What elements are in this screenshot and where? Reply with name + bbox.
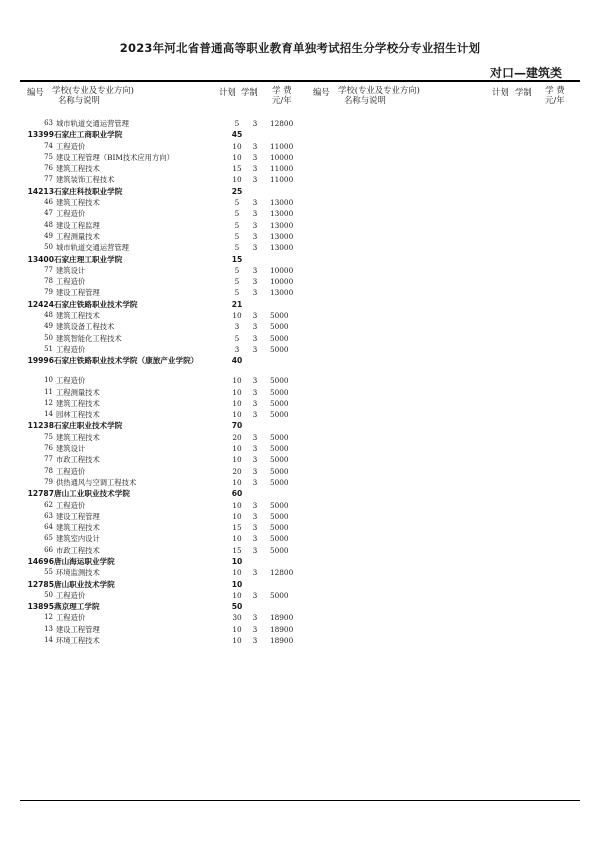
study-years: 3 <box>252 444 258 454</box>
major-name: 建筑室内设计 <box>56 534 100 544</box>
tuition-fee: 5000 <box>270 500 289 510</box>
plan-count: 25 <box>231 186 243 196</box>
major-code: 64 <box>44 523 53 532</box>
major-name: 建筑装饰工程技术 <box>56 175 115 185</box>
header-school-right <box>338 86 420 105</box>
school-code: 14213 <box>27 186 54 196</box>
tuition-fee: 5000 <box>270 455 289 465</box>
tuition-fee: 10000 <box>270 152 294 162</box>
plan-count: 30 <box>232 613 242 623</box>
tuition-fee: 5000 <box>270 523 289 533</box>
school-name: 石家庄铁路职业技术学院（康旅产业学院） <box>54 356 199 366</box>
study-years: 3 <box>252 119 258 128</box>
plan-count: 10 <box>231 556 243 566</box>
major-row <box>26 443 306 454</box>
category-label: 对口—建筑类 <box>489 66 562 80</box>
school-name: 石家庄工商职业学院 <box>54 130 123 140</box>
study-years: 3 <box>252 534 258 544</box>
school-row <box>26 129 306 140</box>
study-years: 3 <box>252 164 258 174</box>
major-code: 66 <box>44 545 53 554</box>
tuition-fee: 5000 <box>270 322 289 332</box>
document-title: 2023年河北省普通高等职业教育单独考试招生分学校分专业招生计划 <box>119 41 481 55</box>
major-code: 46 <box>44 198 53 207</box>
major-row <box>26 500 306 511</box>
major-row <box>26 590 306 601</box>
plan-count: 5 <box>234 333 240 343</box>
major-code: 14 <box>44 636 53 645</box>
major-row <box>26 545 306 556</box>
header-fee-right-line2: 元/年 <box>545 94 565 105</box>
header-years: 学制 <box>241 87 258 97</box>
plan-count: 5 <box>234 277 240 287</box>
major-row <box>26 265 306 276</box>
plan-count: 10 <box>232 141 242 151</box>
plan-count: 10 <box>232 410 242 420</box>
header-code-right: 编号 <box>313 87 330 97</box>
major-name: 工程测量技术 <box>56 387 100 397</box>
school-code: 12787 <box>27 489 54 499</box>
plan-count: 10 <box>232 624 242 634</box>
major-row <box>26 163 306 174</box>
study-years: 3 <box>252 243 258 253</box>
header-school-line1: 学校(专业及专业方向) <box>52 85 134 95</box>
study-years: 3 <box>252 545 258 555</box>
major-code: 65 <box>44 534 53 543</box>
major-code: 49 <box>44 231 53 240</box>
plan-count: 10 <box>232 477 242 487</box>
study-years: 3 <box>252 175 258 185</box>
plan-count: 10 <box>232 398 242 408</box>
school-row <box>26 420 306 431</box>
major-code: 76 <box>44 444 53 453</box>
plan-count: 5 <box>234 209 240 219</box>
major-row <box>26 231 306 242</box>
tuition-fee: 5000 <box>270 376 289 386</box>
major-name: 工程造价 <box>56 500 86 510</box>
major-name: 工程造价 <box>56 344 86 354</box>
header-fee-right <box>545 86 565 105</box>
header-fee <box>272 86 292 105</box>
major-name: 建设工程管理 <box>56 624 100 634</box>
school-name: 燕京理工学院 <box>54 602 100 612</box>
major-code: 79 <box>44 288 53 297</box>
major-row <box>26 141 306 152</box>
study-years: 3 <box>252 466 258 476</box>
tuition-fee: 11000 <box>270 141 294 151</box>
major-name: 工程造价 <box>56 277 86 287</box>
study-years: 3 <box>252 344 258 354</box>
major-name: 工程造价 <box>56 466 86 476</box>
study-years: 3 <box>252 220 258 230</box>
school-code: 13895 <box>27 602 54 612</box>
major-row <box>26 276 306 287</box>
school-code: 13400 <box>27 254 54 264</box>
major-row <box>26 635 306 646</box>
study-years: 3 <box>252 455 258 465</box>
study-years: 3 <box>252 568 258 578</box>
study-years: 3 <box>252 288 258 298</box>
tuition-fee: 10000 <box>270 265 294 275</box>
major-row <box>26 624 306 635</box>
school-row <box>26 355 306 375</box>
major-code: 50 <box>44 590 53 599</box>
plan-count: 5 <box>234 220 240 230</box>
major-row <box>26 321 306 332</box>
major-row <box>26 310 306 321</box>
tuition-fee: 5000 <box>270 344 289 354</box>
major-row <box>26 333 306 344</box>
major-code: 55 <box>44 568 53 577</box>
major-name: 建筑设计 <box>56 265 86 275</box>
major-code: 78 <box>44 277 53 286</box>
study-years: 3 <box>252 590 258 600</box>
tuition-fee: 5000 <box>270 311 289 321</box>
plan-count: 10 <box>232 444 242 454</box>
plan-count: 15 <box>232 523 242 533</box>
plan-count: 10 <box>232 152 242 162</box>
major-code: 12 <box>44 398 53 407</box>
header-school-line2: 名称与说明 <box>58 94 100 105</box>
major-name: 建筑智能化工程技术 <box>56 333 122 343</box>
plan-count: 20 <box>232 432 242 442</box>
major-name: 环境监测技术 <box>56 568 100 578</box>
major-name: 环境工程技术 <box>56 636 100 646</box>
school-code: 19996 <box>27 356 54 366</box>
study-years: 3 <box>252 265 258 275</box>
school-code: 14696 <box>27 556 54 566</box>
major-row <box>26 511 306 522</box>
study-years: 3 <box>252 387 258 397</box>
major-code: 11 <box>44 387 53 396</box>
school-row <box>26 601 306 612</box>
plan-count: 10 <box>232 568 242 578</box>
major-name: 供热通风与空调工程技术 <box>56 477 137 487</box>
school-name: 唐山职业技术学院 <box>54 579 115 589</box>
study-years: 3 <box>252 322 258 332</box>
plan-count: 10 <box>232 534 242 544</box>
plan-count: 3 <box>234 322 240 332</box>
tuition-fee: 13000 <box>270 209 294 219</box>
tuition-fee: 13000 <box>270 231 294 241</box>
school-row <box>26 299 306 310</box>
plan-count: 5 <box>234 243 240 253</box>
major-row <box>26 454 306 465</box>
tuition-fee: 5000 <box>270 511 289 521</box>
major-row <box>26 466 306 477</box>
major-code: 48 <box>44 311 53 320</box>
tuition-fee: 5000 <box>270 387 289 397</box>
header-school <box>52 86 134 105</box>
plan-count: 15 <box>232 545 242 555</box>
study-years: 3 <box>252 231 258 241</box>
tuition-fee: 13000 <box>270 198 294 208</box>
school-name: 石家庄理工职业学院 <box>54 254 123 264</box>
school-row <box>26 186 306 197</box>
major-code: 75 <box>44 152 53 161</box>
major-code: 49 <box>44 322 53 331</box>
major-row <box>26 197 306 208</box>
study-years: 3 <box>252 636 258 646</box>
school-row <box>26 579 306 590</box>
plan-count: 40 <box>231 356 243 366</box>
plan-count: 10 <box>232 175 242 185</box>
plan-count: 70 <box>231 421 243 431</box>
tuition-fee: 5000 <box>270 477 289 487</box>
tuition-fee: 5000 <box>270 410 289 420</box>
plan-count: 45 <box>231 130 243 140</box>
study-years: 3 <box>252 624 258 634</box>
tuition-fee: 5000 <box>270 444 289 454</box>
tuition-fee: 5000 <box>270 333 289 343</box>
plan-count: 10 <box>232 455 242 465</box>
study-years: 3 <box>252 523 258 533</box>
bottom-rule <box>20 800 580 801</box>
major-row <box>26 432 306 443</box>
major-code: 47 <box>44 209 53 218</box>
major-code: 76 <box>44 164 53 173</box>
major-row <box>26 567 306 578</box>
plan-count: 5 <box>234 265 240 275</box>
study-years: 3 <box>252 613 258 623</box>
tuition-fee: 5000 <box>270 534 289 544</box>
major-name: 工程造价 <box>56 376 86 386</box>
school-code: 11238 <box>27 421 54 431</box>
major-name: 城市轨道交通运营管理 <box>56 119 129 128</box>
plan-count: 10 <box>232 376 242 386</box>
major-code: 51 <box>44 344 53 353</box>
school-row <box>26 488 306 499</box>
major-code: 63 <box>44 511 53 520</box>
study-years: 3 <box>252 477 258 487</box>
major-name: 建筑工程技术 <box>56 311 100 321</box>
tuition-fee: 5000 <box>270 432 289 442</box>
plan-count: 10 <box>232 636 242 646</box>
study-years: 3 <box>252 511 258 521</box>
major-name: 园林工程技术 <box>56 410 100 420</box>
top-rule <box>20 80 580 82</box>
tuition-fee: 13000 <box>270 220 294 230</box>
major-name: 城市轨道交通运营管理 <box>56 243 129 253</box>
major-code: 77 <box>44 455 53 464</box>
plan-count: 10 <box>232 311 242 321</box>
major-name: 建设工程监理 <box>56 220 100 230</box>
major-name: 建筑工程技术 <box>56 523 100 533</box>
major-code: 50 <box>44 243 53 252</box>
tuition-fee: 12800 <box>270 568 294 578</box>
tuition-fee: 11000 <box>270 175 294 185</box>
tuition-fee: 18900 <box>270 636 294 646</box>
plan-count: 5 <box>234 288 240 298</box>
major-row <box>26 118 306 129</box>
study-years: 3 <box>252 311 258 321</box>
major-code: 48 <box>44 220 53 229</box>
major-row <box>26 208 306 219</box>
header-years-right: 学制 <box>515 87 532 97</box>
school-row <box>26 556 306 567</box>
school-name: 石家庄铁路职业技术学院 <box>54 299 138 309</box>
study-years: 3 <box>252 141 258 151</box>
header-fee-line1: 学 费 <box>272 85 292 95</box>
major-row <box>26 477 306 488</box>
header-fee-line2: 元/年 <box>272 94 292 105</box>
major-code: 78 <box>44 466 53 475</box>
major-row <box>26 287 306 298</box>
major-row <box>26 344 306 355</box>
tuition-fee: 18900 <box>270 613 294 623</box>
plan-count: 3 <box>234 344 240 354</box>
major-name: 工程造价 <box>56 141 86 151</box>
tuition-fee: 5000 <box>270 466 289 476</box>
study-years: 3 <box>252 376 258 386</box>
school-code: 13399 <box>27 130 54 140</box>
major-name: 工程造价 <box>56 590 86 600</box>
major-name: 建设工程管理（BIM技术应用方向） <box>56 152 174 162</box>
major-code: 10 <box>44 376 53 385</box>
school-code: 12424 <box>27 299 54 309</box>
plan-count: 5 <box>234 198 240 208</box>
study-years: 3 <box>252 277 258 287</box>
tuition-fee: 11000 <box>270 164 294 174</box>
major-row <box>26 533 306 544</box>
study-years: 3 <box>252 209 258 219</box>
major-row <box>26 409 306 420</box>
major-name: 建筑设备工程技术 <box>56 322 115 332</box>
study-years: 3 <box>252 152 258 162</box>
school-name: 唐山海运职业学院 <box>54 556 115 566</box>
plan-count: 21 <box>231 299 243 309</box>
major-name: 工程造价 <box>56 209 86 219</box>
major-name: 工程造价 <box>56 613 86 623</box>
study-years: 3 <box>252 432 258 442</box>
plan-count: 10 <box>232 500 242 510</box>
major-row <box>26 174 306 185</box>
plan-count: 10 <box>232 511 242 521</box>
major-code: 14 <box>44 410 53 419</box>
major-code: 77 <box>44 175 53 184</box>
plan-count: 10 <box>232 590 242 600</box>
tuition-fee: 13000 <box>270 243 294 253</box>
plan-count: 20 <box>232 466 242 476</box>
study-years: 3 <box>252 333 258 343</box>
major-row <box>26 387 306 398</box>
major-code: 50 <box>44 333 53 342</box>
tuition-fee: 10000 <box>270 277 294 287</box>
study-years: 3 <box>252 198 258 208</box>
major-code: 62 <box>44 500 53 509</box>
major-name: 建筑工程技术 <box>56 398 100 408</box>
major-row <box>26 152 306 163</box>
header-fee-right-line1: 学 费 <box>545 85 565 95</box>
school-name: 唐山工业职业技术学院 <box>54 489 130 499</box>
tuition-fee: 13000 <box>270 288 294 298</box>
study-years: 3 <box>252 410 258 420</box>
plan-count: 50 <box>231 602 243 612</box>
major-name: 建筑工程技术 <box>56 164 100 174</box>
major-row <box>26 220 306 231</box>
tuition-fee: 12800 <box>270 119 294 128</box>
tuition-fee: 5000 <box>270 545 289 555</box>
major-name: 建筑设计 <box>56 444 86 454</box>
plan-count: 10 <box>231 579 243 589</box>
header-plan: 计划 <box>219 87 236 97</box>
plan-count: 5 <box>234 119 240 128</box>
study-years: 3 <box>252 500 258 510</box>
plan-count: 15 <box>231 254 243 264</box>
header-school-right-line1: 学校(专业及专业方向) <box>338 85 420 95</box>
major-row <box>26 522 306 533</box>
study-years: 3 <box>252 398 258 408</box>
major-code: 13 <box>44 624 53 633</box>
tuition-fee: 18900 <box>270 624 294 634</box>
major-name: 建筑工程技术 <box>56 432 100 442</box>
school-row <box>26 254 306 265</box>
major-name: 市政工程技术 <box>56 455 100 465</box>
school-code: 12785 <box>27 579 54 589</box>
major-row <box>26 398 306 409</box>
school-name: 石家庄职业技术学院 <box>54 421 123 431</box>
major-name: 市政工程技术 <box>56 545 100 555</box>
major-row <box>26 612 306 623</box>
tuition-fee: 5000 <box>270 398 289 408</box>
plan-count: 10 <box>232 387 242 397</box>
major-code: 12 <box>44 613 53 622</box>
plan-count: 5 <box>234 231 240 241</box>
tuition-fee: 5000 <box>270 590 289 600</box>
major-code: 79 <box>44 477 53 486</box>
major-name: 建筑工程技术 <box>56 198 100 208</box>
major-code: 63 <box>44 119 53 127</box>
header-school-right-line2: 名称与说明 <box>344 94 386 105</box>
major-row <box>26 375 306 386</box>
header-plan-right: 计划 <box>492 87 509 97</box>
major-name: 建设工程管理 <box>56 511 100 521</box>
major-code: 77 <box>44 265 53 274</box>
major-name: 工程测量技术 <box>56 231 100 241</box>
school-name: 石家庄科技职业学院 <box>54 186 123 196</box>
plan-count: 15 <box>232 164 242 174</box>
major-row <box>26 242 306 253</box>
major-code: 74 <box>44 141 53 150</box>
plan-count: 60 <box>231 489 243 499</box>
major-code: 75 <box>44 432 53 441</box>
plan-table-left <box>26 118 306 646</box>
major-name: 建设工程管理 <box>56 288 100 298</box>
header-code: 编号 <box>27 87 44 97</box>
